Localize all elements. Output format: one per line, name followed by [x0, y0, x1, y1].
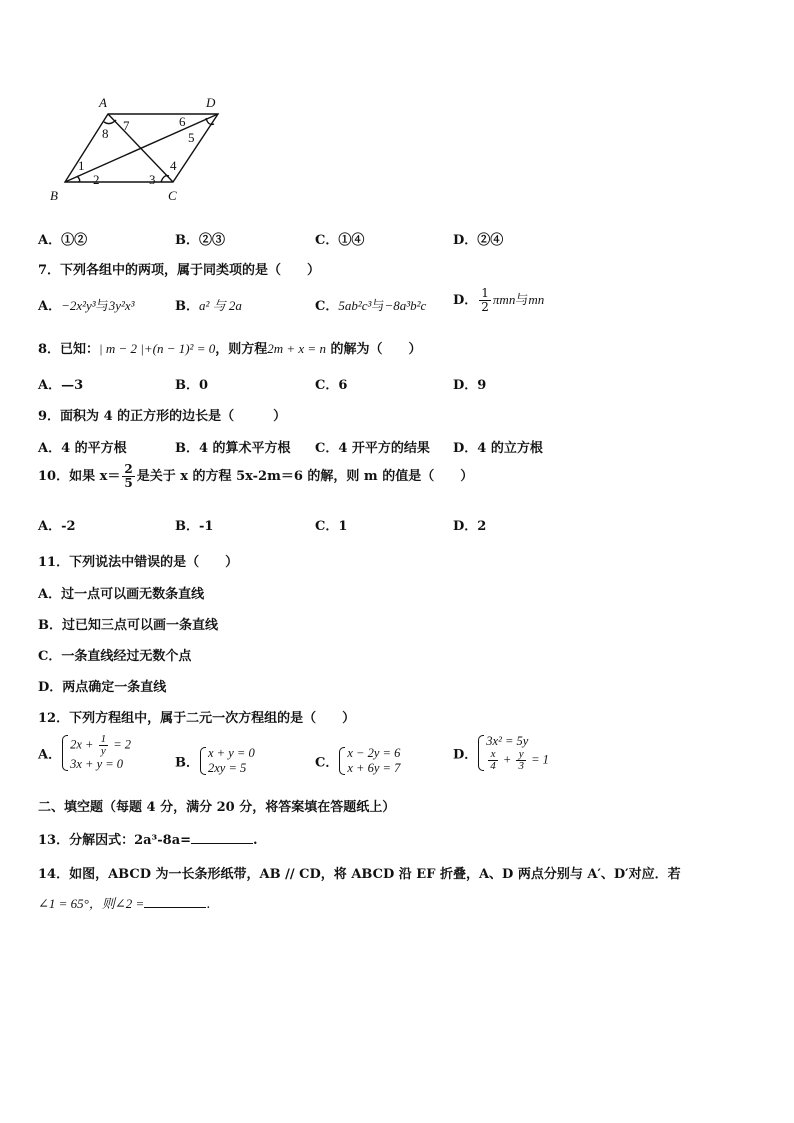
q6-option-b: B．②③	[175, 233, 225, 248]
q11-option-c: C．一条直线经过无数个点	[38, 649, 192, 664]
q10-option-b: B．-1	[175, 519, 214, 534]
q10-fraction	[122, 463, 134, 490]
q7-d-expr: πmn	[492, 292, 516, 307]
q12-a-row2: 3x + y = 0	[70, 757, 124, 771]
q12-d-r2n2: y	[516, 749, 526, 761]
q8-option-a: A．—3	[38, 378, 84, 393]
q14-line1: 14．如图，ABCD 为一长条形纸带，AB // CD，将 ABCD 沿 EF 折叠，A、D 两点分别与 A′、D′对应．若	[38, 867, 681, 882]
q12-option-b	[175, 746, 255, 776]
q6-option-c: C．①④	[315, 233, 365, 248]
q10-prefix: 10．如果 x＝	[38, 469, 121, 484]
q7-a-expr1: −2x²y³	[61, 298, 96, 313]
q7-c-expr2: −8a³b²c	[384, 298, 427, 313]
q8-mid: ，则方程	[215, 342, 268, 357]
q7-c-mid: 与	[371, 299, 385, 314]
q7-d-expr2: mn	[528, 292, 545, 307]
q6-option-a: A．①②	[38, 233, 88, 248]
q11-option-b: B．过已知三点可以画一条直线	[38, 618, 218, 633]
q14-line2a: ∠1 = 65°，则∠2 =	[38, 896, 145, 911]
label-c: C	[168, 188, 177, 203]
q12-c-row2: x + 6y = 7	[347, 761, 401, 775]
label-angle-5: 5	[188, 130, 195, 145]
q7-d-mid: 与	[515, 293, 529, 308]
q12-a-row1	[70, 734, 131, 757]
q8-prefix: 8．已知：	[38, 342, 100, 357]
q7-stem: 7．下列各组中的两项，属于同类项的是（ ）	[38, 263, 321, 278]
q13-tail: .	[253, 833, 258, 848]
section-2-heading: 二、填空题（每题 4 分，满分 20 分，将答案填在答题纸上）	[38, 800, 396, 815]
q12-a-r1n: 1	[100, 733, 107, 745]
q12-a-r1a: 2x +	[70, 737, 97, 752]
q12-d-frac1	[488, 749, 498, 772]
q12-a-frac	[99, 734, 109, 757]
q8-option-d: D．9	[453, 378, 487, 393]
q12-d-r2plus: +	[499, 752, 515, 767]
q7-option-d	[453, 287, 544, 314]
q7-b-prefix: B．	[175, 299, 199, 314]
label-angle-7: 7	[123, 118, 130, 133]
q12-d-r2n1: x	[488, 749, 498, 761]
q14-line2b: .	[206, 897, 211, 912]
q7-d-prefix: D．	[453, 293, 478, 308]
q7-d-den: 2	[481, 300, 489, 314]
q12-b-prefix: B．	[175, 755, 199, 771]
q7-d-num: 1	[481, 286, 489, 300]
label-a: A	[99, 95, 107, 110]
q9-option-a: A．4 的平方根	[38, 441, 127, 456]
label-angle-1: 1	[78, 158, 85, 173]
q8-condition: | m − 2 |+(n − 1)² = 0	[99, 341, 216, 356]
q12-d-r2d1: 4	[490, 760, 496, 772]
q11-option-a: A．过一点可以画无数条直线	[38, 587, 205, 602]
q12-b-system	[199, 746, 255, 776]
q12-a-system	[61, 734, 131, 772]
q8-option-c: C．6	[315, 378, 348, 393]
q8-equation: 2m + x = n	[267, 341, 326, 356]
q9-option-d: D．4 的立方根	[453, 441, 543, 456]
q10-stem	[38, 463, 473, 490]
q11-stem: 11．下列说法中错误的是（ ）	[38, 555, 239, 570]
q10-suffix: 是关于 x 的方程 5x-2m＝6 的解，则 m 的值是（ ）	[136, 469, 474, 484]
q7-option-a	[38, 295, 135, 314]
q12-d-row2	[486, 749, 549, 772]
q7-d-fraction	[479, 287, 491, 314]
q12-option-c	[315, 746, 400, 776]
q12-option-a	[38, 734, 131, 772]
q10-num: 2	[124, 462, 133, 476]
q12-d-prefix: D．	[453, 747, 478, 763]
q13-answer-blank[interactable]	[191, 831, 253, 844]
q14-answer-blank[interactable]	[144, 895, 206, 908]
q11-option-d: D．两点确定一条直线	[38, 680, 167, 695]
angle-arc-b	[77, 176, 80, 182]
parallelogram-figure	[48, 92, 248, 207]
q12-c-row1: x − 2y = 6	[347, 746, 401, 760]
q12-stem: 12．下列方程组中，属于二元一次方程组的是（ ）	[38, 711, 356, 726]
q10-option-d: D．2	[453, 519, 487, 534]
q8-stem	[38, 338, 421, 357]
q10-den: 5	[124, 476, 133, 490]
label-angle-4: 4	[170, 158, 177, 173]
q9-stem: 9．面积为 4 的正方形的边长是（ ）	[38, 409, 287, 424]
q12-b-row1: x + y = 0	[208, 746, 255, 760]
q12-d-system	[477, 734, 549, 772]
q7-c-prefix: C．	[315, 299, 339, 314]
q9-option-c: C．4 开平方的结果	[315, 441, 430, 456]
q7-c-expr1: 5ab²c³	[338, 298, 372, 313]
label-angle-6: 6	[179, 114, 186, 129]
q12-d-r2eq: = 1	[527, 752, 549, 767]
label-angle-2: 2	[93, 172, 100, 187]
q12-a-prefix: A．	[38, 747, 62, 763]
q10-option-c: C．1	[315, 519, 348, 534]
label-angle-8: 8	[102, 126, 109, 141]
q12-a-r1d: y	[100, 745, 106, 757]
q9-option-b: B．4 的算术平方根	[175, 441, 291, 456]
q7-a-expr2: 3y²x³	[108, 298, 135, 313]
q12-d-frac2	[516, 749, 526, 772]
q12-c-system	[338, 746, 400, 776]
q6-option-d: D．②④	[453, 233, 504, 248]
q12-b-row2: 2xy = 5	[208, 761, 247, 775]
label-angle-3: 3	[149, 172, 156, 187]
q7-option-c	[315, 295, 426, 314]
q7-option-b	[175, 295, 242, 314]
q7-b-expr: a² 与 2a	[199, 298, 242, 313]
q10-option-a: A．-2	[38, 519, 76, 534]
q13-text: 13．分解因式：2a³-8a=	[38, 833, 192, 848]
q12-a-r1b: = 2	[110, 737, 132, 752]
q13-stem	[38, 829, 258, 848]
q7-a-mid: 与	[95, 299, 109, 314]
q12-c-prefix: C．	[315, 755, 339, 771]
label-d: D	[206, 95, 216, 110]
q12-d-row1: 3x² = 5y	[486, 734, 529, 748]
q12-d-r2d2: 3	[518, 760, 524, 772]
q12-option-d	[453, 734, 549, 772]
q8-option-b: B．0	[175, 378, 209, 393]
q7-a-prefix: A．	[38, 299, 62, 314]
q8-suffix: 的解为（ ）	[325, 342, 422, 357]
q14-line2	[38, 893, 210, 912]
label-b: B	[50, 188, 58, 203]
